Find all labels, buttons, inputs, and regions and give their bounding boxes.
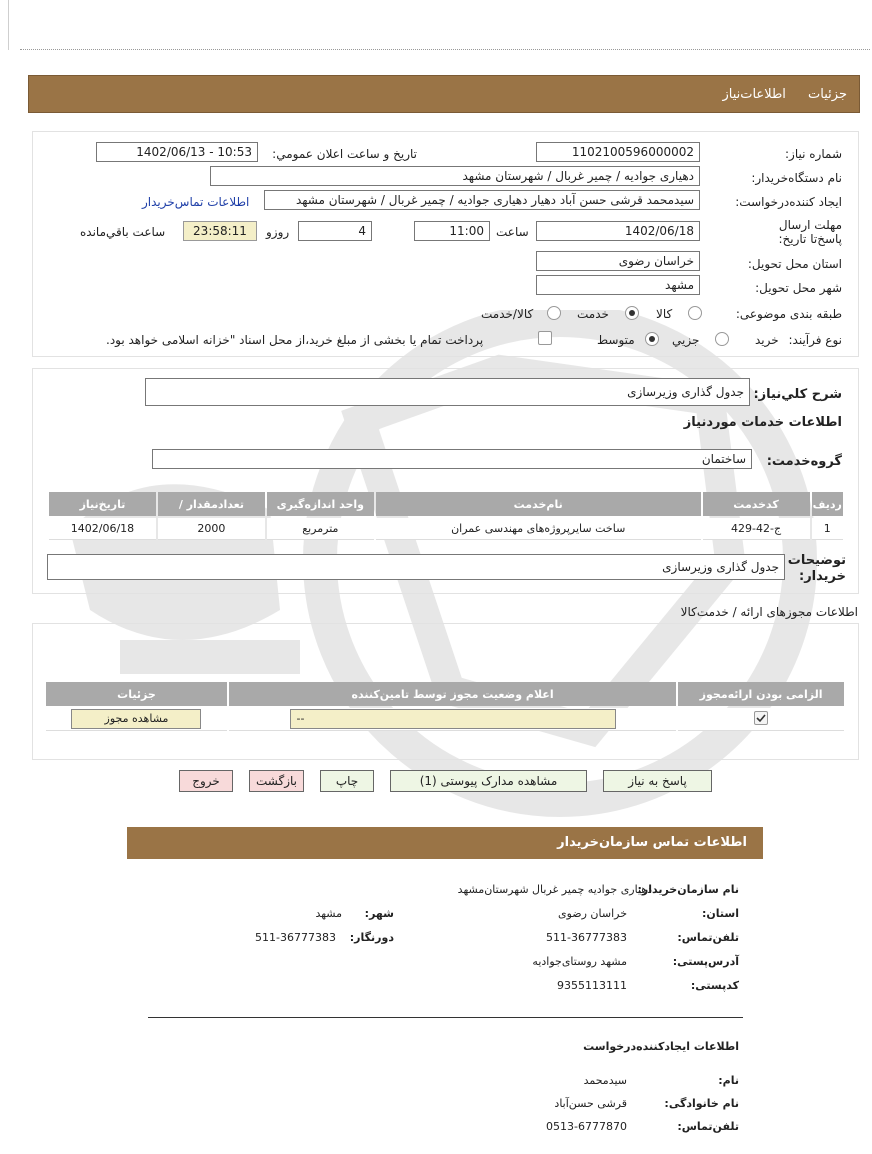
remaining-label: ساعت باقي‌مانده	[80, 225, 166, 239]
creator-phone-value: 0513-6777870	[546, 1120, 627, 1133]
col-row: رديف	[812, 492, 843, 516]
process-option-minor: جزيي	[672, 333, 700, 347]
category-radio-service[interactable]	[625, 306, 639, 320]
announce-label: تاريخ و ساعت اعلان عمومي:	[272, 147, 417, 161]
cell-name: ساخت سایرپروژه‌های مهندسی عمران	[376, 518, 701, 540]
cell-code: ج-42-429	[703, 518, 810, 540]
province-field[interactable]: خراسان رضوی	[536, 251, 700, 271]
col-license-status: اعلام وضعيت مجوز توسط تامين‌كننده	[229, 682, 676, 706]
license-status-cell	[229, 708, 676, 731]
contact-fax-label: دورنگار:	[349, 931, 394, 944]
contact-separator	[148, 1017, 743, 1018]
service-group-field[interactable]: ساختمان	[152, 449, 752, 469]
cell-unit: مترمربع	[267, 518, 374, 540]
contact-province-value: خراسان رضوی	[557, 907, 627, 920]
services-heading: اطلاعات خدمات موردنياز	[683, 415, 842, 430]
creator-family-label: نام خانوادگی:	[664, 1097, 739, 1110]
col-qty: تعدادمقدار /	[158, 492, 265, 516]
col-date: تاريخ‌نياز	[49, 492, 156, 516]
print-button[interactable]: چاپ	[320, 770, 374, 792]
contact-fax-value: 511-36777383	[255, 931, 336, 944]
left-border	[8, 0, 9, 50]
license-row	[46, 708, 844, 731]
process-radio-medium[interactable]	[645, 332, 659, 346]
licenses-table	[44, 680, 846, 733]
table-row	[49, 518, 843, 540]
attachments-button[interactable]: مشاهده مدارک پيوستی (1)	[390, 770, 587, 792]
buyer-notes-field[interactable]: جدول گذاری وزیرسازی	[47, 554, 785, 580]
cell-date: 1402/06/18	[49, 518, 156, 540]
contact-title-bar: اطلاعات تماس سازمان‌خريدار	[127, 827, 763, 859]
need-info-panel	[32, 131, 859, 357]
contact-city-label: شهر:	[364, 907, 394, 920]
view-license-button[interactable]: مشاهده مجوز	[71, 709, 201, 729]
buyer-notes-label: توضيحات خريدار:	[787, 553, 846, 584]
contact-org-label: نام سازمان‌خريدار:	[637, 883, 739, 896]
need-number-field[interactable]: 1102100596000002	[536, 142, 700, 162]
treasury-checkbox[interactable]	[538, 331, 552, 345]
contact-phone-label: تلفن‌تماس:	[677, 931, 739, 944]
general-desc-field[interactable]: جدول گذاری وزیرسازی	[145, 378, 750, 406]
category-radio-both[interactable]	[547, 306, 561, 320]
category-label: طبقه بندی موضوعی:	[735, 307, 842, 321]
check-icon	[755, 712, 767, 724]
city-label: شهر محل تحويل:	[755, 281, 842, 295]
process-label: نوع فرآيند:	[788, 333, 842, 347]
contact-phone-value: 511-36777383	[546, 931, 627, 944]
deadline-time-field[interactable]: 11:00	[414, 221, 490, 241]
contact-postal-label: كدپستی:	[690, 979, 739, 992]
col-license-required: الزامی بودن ارائه‌مجوز	[678, 682, 844, 706]
contact-city-value: مشهد	[315, 907, 342, 920]
creator-heading: اطلاعات ايجادكننده‌درخواست	[583, 1040, 739, 1053]
license-status-field[interactable]: --	[290, 709, 616, 729]
creator-label: ايجاد كننده‌درخواست:	[735, 195, 842, 209]
category-radio-goods[interactable]	[688, 306, 702, 320]
creator-name-value: سیدمحمد	[583, 1074, 627, 1087]
time-label: ساعت	[496, 225, 529, 239]
contact-org-value: دهیاری جوادیه چمیر غربال شهرستان‌مشهد	[457, 883, 652, 896]
creator-family-value: قرشی حسن‌آباد	[554, 1097, 627, 1110]
licenses-heading: اطلاعات مجوزهای ارائه / خدمت‌كالا	[680, 605, 858, 619]
province-label: استان محل تحويل:	[747, 257, 842, 271]
back-button[interactable]: بازگشت	[249, 770, 304, 792]
top-divider	[20, 49, 870, 50]
creator-name-label: نام:	[718, 1074, 739, 1087]
contact-address-value: مشهد روستای‌جوادیه	[532, 955, 627, 968]
contact-address-label: آدرس‌پستی:	[672, 955, 739, 968]
license-details-cell	[46, 708, 227, 731]
header-tabs	[28, 75, 860, 113]
col-license-details: جزئيات	[46, 682, 227, 706]
creator-phone-label: تلفن‌تماس:	[677, 1120, 739, 1133]
deadline-date-field[interactable]: 1402/06/18	[536, 221, 700, 241]
general-desc-label: شرح كلي‌نياز:	[753, 387, 842, 402]
category-option-both: كالا/خدمت	[481, 307, 534, 321]
reply-button[interactable]: پاسخ به نياز	[603, 770, 712, 792]
license-required-check[interactable]	[754, 711, 768, 725]
buyer-org-label: نام دستگاه‌خريدار:	[751, 171, 842, 185]
cell-qty: 2000	[158, 518, 265, 540]
process-option-purchase: خريد	[755, 333, 779, 347]
col-name: نام‌خدمت	[376, 492, 701, 516]
creator-field[interactable]: سیدمحمد قرشی حسن آباد دهیار دهیاری جوادیه / چمیر غربال / شهرستان مشهد	[264, 190, 700, 210]
city-field[interactable]: مشهد	[536, 275, 700, 295]
days-label: روزو	[266, 225, 290, 239]
buyer-contact-link[interactable]: اطلاعات تماس‌خريدار	[142, 195, 250, 209]
buyer-org-field[interactable]: دهیاری جوادیه / چمیر غربال / شهرستان مشهد	[210, 166, 700, 186]
payment-note: پرداخت تمام يا بخشی از مبلغ خريد،از محل اسناد "خزانه اسلامی خواهد بود.	[106, 333, 484, 347]
contact-province-label: استان:	[702, 907, 739, 920]
exit-button[interactable]: خروج	[179, 770, 233, 792]
tab-need-info[interactable]: اطلاعات‌نياز	[722, 87, 786, 102]
category-option-service: خدمت	[577, 307, 609, 321]
remaining-timer: 23:58:11	[183, 221, 257, 241]
need-number-label: شماره نياز:	[785, 147, 842, 161]
tab-details[interactable]: جزئيات	[808, 87, 847, 102]
license-required-cell	[678, 708, 844, 731]
process-radio-minor[interactable]	[715, 332, 729, 346]
deadline-label: مهلت ارسال پاسخ‌تا تاريخ:	[778, 218, 842, 246]
announce-field[interactable]: 1402/06/13 - 10:53	[96, 142, 258, 162]
contact-postal-value: 9355113111	[557, 979, 627, 992]
category-option-goods: كالا	[656, 307, 673, 321]
services-table	[47, 490, 845, 542]
days-field[interactable]: 4	[298, 221, 372, 241]
service-group-label: گروه‌خدمت:	[766, 454, 842, 469]
col-unit: واحد اندازه‌گيری	[267, 492, 374, 516]
col-code: كدخدمت	[703, 492, 810, 516]
cell-row: 1	[812, 518, 843, 540]
process-option-medium: متوسط	[597, 333, 635, 347]
